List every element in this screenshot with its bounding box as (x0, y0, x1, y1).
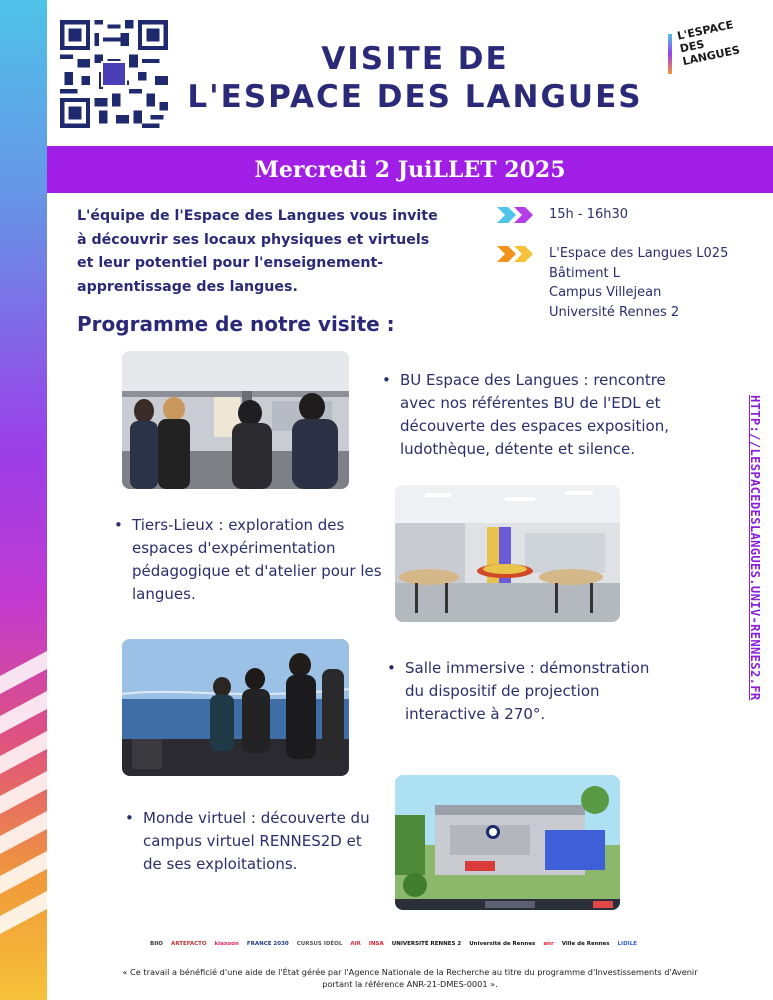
tiers-lieux-photo (395, 485, 620, 622)
immersive-room-photo (122, 639, 349, 776)
list-item (114, 514, 387, 606)
list-item (387, 657, 665, 726)
partner-logo: AIR (350, 941, 361, 947)
date-banner (47, 146, 773, 193)
virtual-campus-photo (395, 775, 620, 910)
bu-visit-photo (122, 351, 349, 489)
partner-logo: CURSUS IDÉOL (296, 941, 343, 947)
item-text: BU Espace des Langues : rencontre avec nos référentes BU de l'EDL et découverte des espaces exposition, ludothèque, détente et silence. (400, 371, 670, 458)
bullet-dot: • (125, 809, 134, 827)
stripe-chevron (0, 639, 47, 700)
double-chevron-icon (497, 246, 539, 262)
logo-bar (668, 34, 672, 74)
espace-des-langues-logo (668, 18, 748, 80)
list-item (382, 369, 680, 461)
logo-text: L'ESPACE DES LANGUES (676, 18, 741, 69)
bullet-dot: • (114, 516, 123, 534)
programme-heading: Programme de notre visite : (77, 312, 395, 336)
event-date: Mercredi 2 JuiLLET 2025 (254, 156, 566, 183)
item-text: Monde virtuel : découverte du campus virtuel RENNES2D et de ses exploitations. (143, 809, 370, 873)
partner-logo: klaxoon (214, 941, 239, 947)
place-line: Université Rennes 2 (549, 304, 680, 320)
left-gradient-stripe (0, 0, 47, 1000)
partner-logo: anr (543, 941, 554, 947)
website-url[interactable]: HTTP://LESPACEDESLANGUES.UNIV-RENNES2.FR (748, 395, 762, 701)
partner-logo: Ville de Rennes (561, 941, 610, 947)
partner-logo: FRANCE 2030 (246, 941, 289, 947)
place-line: L'Espace des Langues L025 (549, 246, 729, 261)
partner-logo: ARTEFACTO (170, 941, 207, 947)
funding-footer: « Ce travail a bénéficié d'une aide de l'État gérée par l'Agence Nationale de la Recherche au titre du programme d'Investissements d'Avenir portant la référence ANR-21-DMES-0001 ». (122, 967, 698, 989)
qr-code[interactable] (60, 20, 168, 128)
place-line: Campus Villejean (549, 285, 662, 300)
partner-logo: Université de Rennes (469, 941, 536, 947)
partner-logos (150, 930, 670, 958)
partner-logo: BIIO (150, 941, 163, 947)
partner-logo: UNIVERSITÉ RENNES 2 (391, 941, 462, 947)
website-link[interactable] (748, 395, 762, 735)
double-chevron-icon (497, 207, 539, 223)
place-lines (549, 244, 728, 322)
title-line-2: L'ESPACE DES LANGUES (187, 79, 643, 115)
intro-text: L'équipe de l'Espace des Langues vous invite à découvrir ses locaux physiques et virtuels et leur potentiel pour l'enseignement-apprentissage des langues. (77, 208, 438, 295)
partner-logo: LIDILE (617, 941, 637, 947)
bullet-dot: • (387, 659, 396, 677)
item-text: Tiers-Lieux : exploration des espaces d'expérimentation pédagogique et d'atelier pour les langues. (132, 516, 382, 603)
page-title (170, 40, 660, 116)
list-item (125, 807, 383, 876)
bullet-dot: • (382, 371, 391, 389)
event-time: 15h - 16h30 (549, 207, 629, 222)
title-line-1: VISITE DE (321, 41, 509, 77)
item-text: Salle immersive : démonstration du dispositif de projection interactive à 270°. (405, 659, 650, 723)
place-line: Bâtiment L (549, 265, 620, 281)
partner-logo: INSA (368, 941, 384, 947)
